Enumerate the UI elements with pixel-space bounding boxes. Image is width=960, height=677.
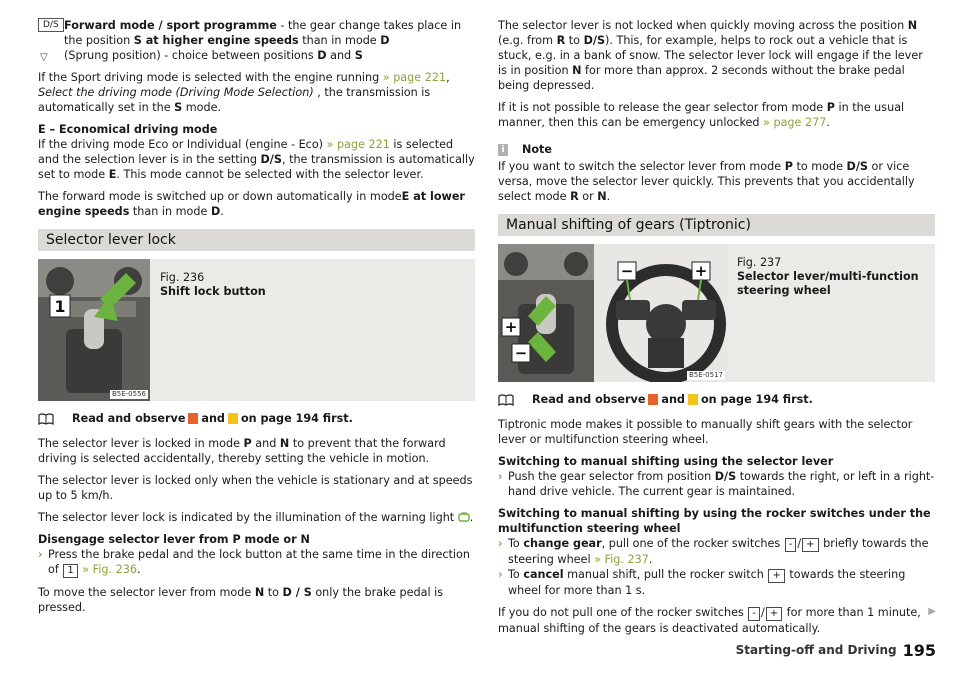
arrow-right-icon: › [498,537,503,550]
ds-badge: D/S [38,18,64,32]
warning-red-icon [648,394,658,405]
right-column [498,18,935,643]
key-plus: + [768,569,784,583]
cancel-step: › To cancel manual shift, pull the rocker switch + towards the steering wheel for more than 1 s. [498,568,906,597]
section-heading-tiptronic: Manual shifting of gears (Tiptronic) [498,214,935,236]
sprung-position-item: ▽ (Sprung position) - choice between positions D and S [40,49,363,63]
figure-link[interactable]: » Fig. 237 [594,553,649,566]
arrow-right-icon: › [38,548,43,561]
svg-text:+: + [694,262,708,280]
eco-heading: E – Economical driving mode [38,123,218,136]
figure-link[interactable]: » Fig. 236 [82,563,137,576]
read-and-observe: Read and observe and on page 194 first. [498,392,935,407]
figure-236 [38,259,475,401]
disengage-step: › Press the brake pedal and the lock button at the same time in the direction of 1 » Fig. 236. [38,548,470,576]
callout-1: 1 [54,297,66,316]
triangle-down-icon: ▽ [40,52,48,63]
left-column [38,18,475,622]
deactivation-paragraph: If you do not pull one of the rocker switches - / + for more than 1 minute, manual shifting of the gears is deactivated automatically. [498,606,921,635]
figure-tag: B5E-0517 [688,371,723,379]
lock-paragraph-3: The selector lever lock is indicated by the illumination of the warning light . [38,511,474,524]
continue-arrow-icon: ▶ [928,606,936,617]
page-footer [736,643,936,658]
switch-lever-heading: Switching to manual shifting using the selector lever [498,455,834,468]
key-plus: + [802,538,818,552]
eco-mode-paragraph: E – Economical driving mode If the driving mode Eco or Individual (engine - Eco) » page 221 is selected and the selection lever is in the setting D/S, the transmission is automatically set to mode E. This mode cannot be selected with the selector lever. [38,123,475,181]
forward-mode-paragraph: The forward mode is switched up or down automatically in modeE at lower engine speeds than in mode D. [38,190,465,218]
figure-caption: Fig. 237 Selector lever/multi-function steering wheel [737,256,919,297]
move-lever-paragraph: To move the selector lever from mode N to D / S only the brake pedal is pressed. [38,586,444,614]
key-minus: - [785,538,797,552]
switch-rocker-heading: Switching to manual shifting by using the rocker switches under the multifunction steering wheel [498,507,931,535]
section-heading-selector-lever-lock: Selector lever lock [38,229,475,251]
key-plus: + [766,607,782,621]
figure-237 [498,244,935,382]
change-gear-step: › To change gear, pull one of the rocker switches - / + briefly towards the steering wheel » Fig. 237. [498,537,929,566]
caution-yellow-icon [688,394,698,405]
info-icon: i [498,144,508,156]
sport-mode-paragraph: If the Sport driving mode is selected with the engine running » page 221, Select the driving mode (Driving Mode Selection) , the transmission is automatically set in the S mode. [38,71,450,114]
quick-move-paragraph: The selector lever is not locked when quickly moving across the position N (e.g. from R to D/S). This, for example, helps to rock out a vehicle that is stuck, e.g. in a bank of snow. The selector lever lock will engage if the lever is in position N for more than approx. 2 seconds without the brake pedal being depressed. [498,19,923,92]
page-link[interactable]: » page 221 [326,138,390,151]
footer-chapter: Starting-off and Driving [735,643,897,657]
warning-red-icon [188,413,198,424]
arrow-right-icon: › [498,568,503,581]
book-icon [38,413,54,425]
svg-text:−: − [620,262,634,280]
tiptronic-intro: Tiptronic mode makes it possible to manually shift gears with the selector lever or multifunction steering wheel. [498,418,913,446]
disengage-heading: Disengage selector lever from P mode or N [38,533,310,546]
caution-yellow-icon [228,413,238,424]
key-1: 1 [63,564,77,578]
lock-paragraph-1: The selector lever is locked in mode P and N to prevent that the forward driving is selected accidentally, thereby setting the vehicle in motion. [38,437,446,465]
book-icon [498,394,514,406]
svg-text:−: − [514,344,528,362]
page-number: 195 [902,641,936,660]
svg-text:+: + [504,318,518,336]
tiptronic-photo [498,244,727,382]
key-minus: - [748,607,760,621]
lock-paragraph-2: The selector lever is locked only when the vehicle is stationary and at speeds up to 5 km/h. [38,474,473,502]
shift-lock-photo [38,259,150,401]
arrow-right-icon: › [498,470,503,483]
read-and-observe: Read and observe and on page 194 first. [38,411,475,426]
page-link[interactable]: » page 221 [382,71,447,84]
note-paragraph: If you want to switch the selector lever from mode P to mode D/S or vice versa, move the selector lever quickly. This prevents that you accidentally select mode R or N. [498,160,915,203]
figure-tag: B5E-0556 [111,390,146,398]
figure-caption: Fig. 236 Shift lock button [160,271,266,298]
mode-ds-item: D/S Forward mode / sport programme - the gear change takes place in the position S at higher engine speeds than in mode D [38,18,475,48]
emergency-unlock-paragraph: If it is not possible to release the gear selector from mode P in the usual manner, then this can be emergency unlocked » page 277. [498,101,905,129]
warning-light-icon [458,512,470,522]
page-link[interactable]: » page 277 [763,116,827,129]
note-heading: i Note [498,142,935,157]
switch-lever-step: › Push the gear selector from position D/S towards the right, or left in a right-hand drive vehicle. The current gear is maintained. [498,470,935,498]
